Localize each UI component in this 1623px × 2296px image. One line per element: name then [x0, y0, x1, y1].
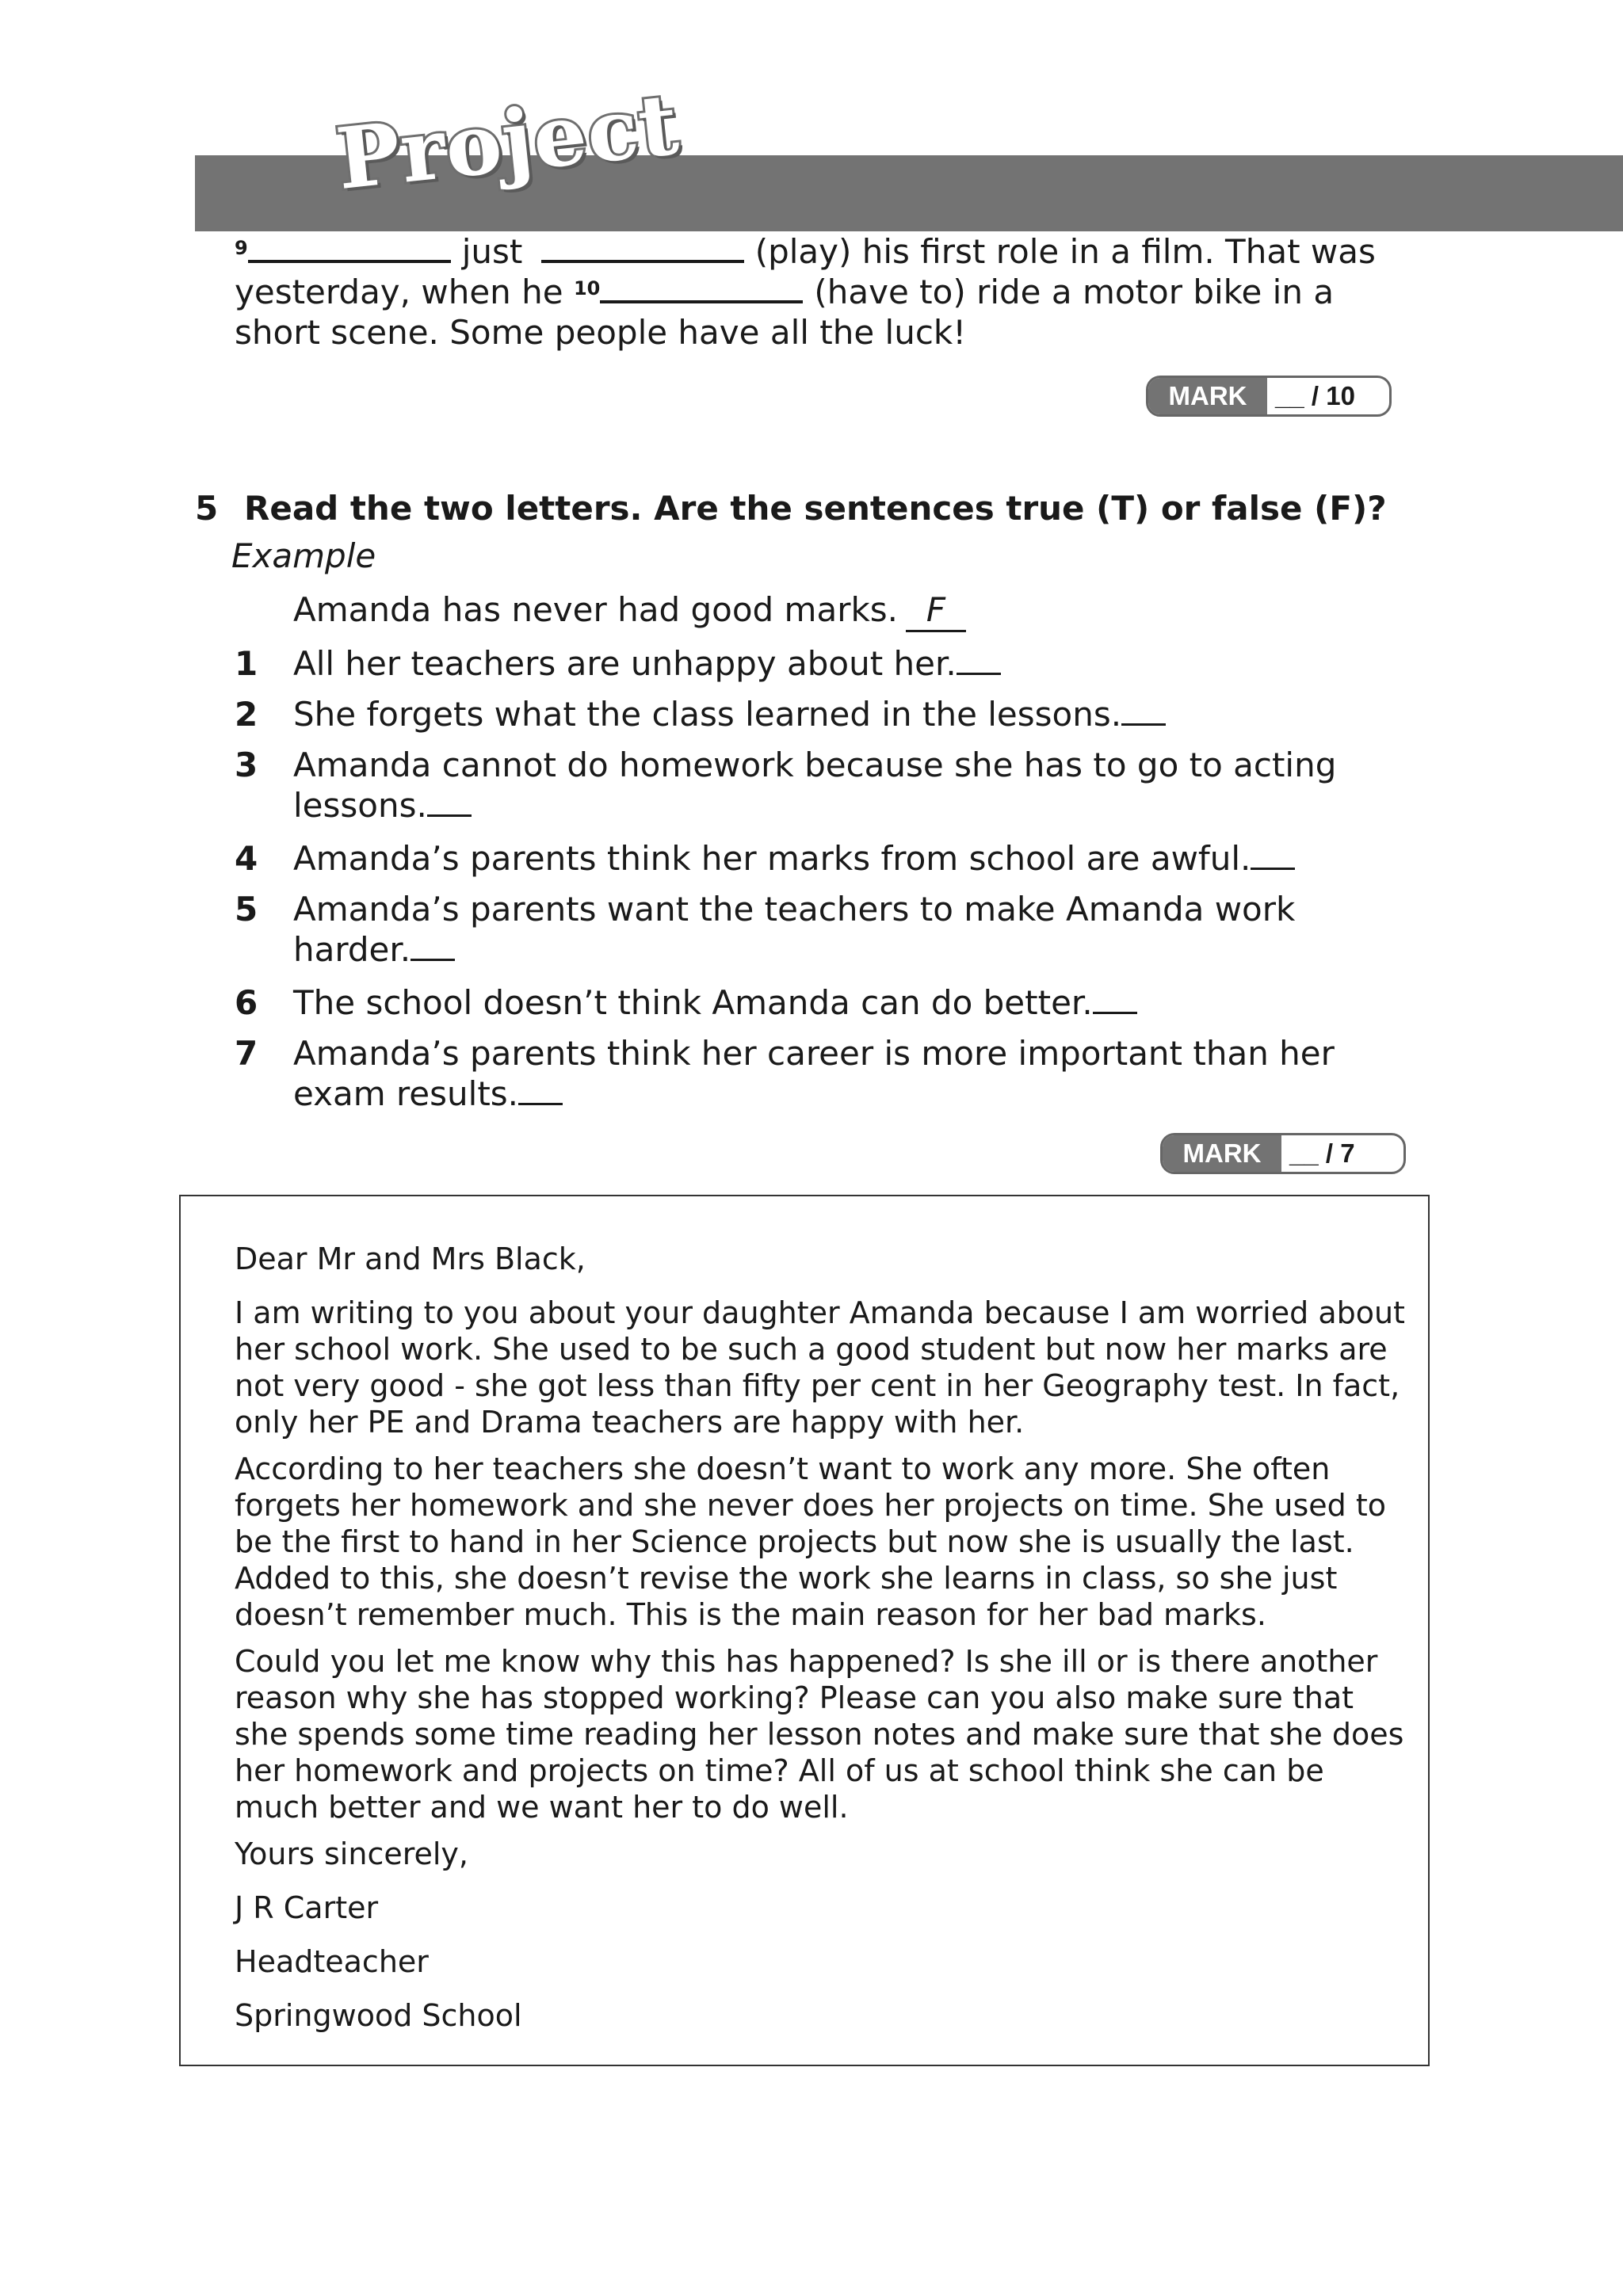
signer-role: Headteacher — [235, 1944, 429, 1979]
question-1: 1 All her teachers are unhappy about her. — [235, 643, 1447, 684]
letter-box — [179, 1195, 1430, 2066]
answer-blank-2[interactable] — [1121, 696, 1166, 726]
letter-paragraph-2: According to her teachers she doesn’t want to work any more. She often forgets her homework and she never does her projects on time. She used to be the first to hand in her Science projects but now she is usually the last. Added to this, she doesn’t revise the work she learns in class, so she just doesn’t remember much. This is the main reason for her bad marks. — [235, 1451, 1386, 1632]
gap-fill-continuation — [235, 231, 1423, 353]
mark-score[interactable]: __ / 10 — [1275, 381, 1355, 410]
mark-box-2 — [1160, 1133, 1406, 1174]
question-number: 7 — [235, 1034, 258, 1073]
question-7: 7 Amanda’s parents think her career is more important than her exam results. — [235, 1034, 1335, 1113]
task-heading — [195, 488, 1387, 529]
answer-blank-7[interactable] — [518, 1076, 563, 1105]
question-3: 3 Amanda cannot do homework because she has to go to acting lessons. — [235, 746, 1337, 825]
signer-name: J R Carter — [235, 1890, 379, 1925]
mark-label: MARK — [1148, 378, 1267, 414]
task-instruction: Read the two letters. Are the sentences true (T) or false (F)? — [244, 489, 1387, 528]
question-number: 1 — [235, 644, 258, 683]
signer-school: Springwood School — [235, 1998, 522, 2033]
gap-number-9: 9 — [235, 237, 248, 259]
answer-blank-4[interactable] — [1251, 841, 1295, 870]
task-number: 5 — [195, 489, 219, 528]
question-number: 5 — [235, 890, 258, 929]
mark-box-1 — [1146, 376, 1392, 417]
example-label: Example — [231, 536, 376, 575]
letter-paragraph-1: I am writing to you about your daughter Amanda because I am worried about her school work. She used to be such a good student but now her marks are not very good - she got less than fifty per cent in her Geography test. In fact, only her PE and Drama teachers are happy with her. — [235, 1295, 1405, 1440]
letter-paragraph-3: Could you let me know why this has happened? Is she ill or is there another reason why she has stopped working? Please can you also make sure that she spends some time reading her lesson notes and make sure that she does her homework and projects on time? All of us at school think she can be much better and we want her to do well. — [235, 1644, 1404, 1825]
blank-9a[interactable] — [248, 231, 451, 263]
question-5: 5 Amanda’s parents want the teachers to make Amanda work harder. — [235, 890, 1296, 969]
gap-number-10: 10 — [573, 277, 601, 299]
answer-blank-5[interactable] — [411, 932, 455, 961]
letter-closing: Yours sincerely, — [235, 1836, 469, 1871]
continuation-line-3: short scene. Some people have all the luck! — [235, 313, 967, 352]
blank-10[interactable] — [600, 272, 803, 303]
answer-blank-6[interactable] — [1093, 985, 1137, 1014]
continuation-line-2: yesterday, when he $^{10}$ (have to) ride a motor bike in a — [235, 273, 1335, 311]
letter-signature — [235, 1836, 1407, 2034]
mark-label: MARK — [1163, 1135, 1281, 1172]
project-logo: Project — [331, 74, 684, 209]
example-answer: F — [906, 589, 966, 632]
question-number: 3 — [235, 746, 258, 784]
letter-greeting: Dear Mr and Mrs Black, — [235, 1241, 586, 1276]
question-4: 4 Amanda’s parents think her marks from school are awful. — [235, 838, 1447, 879]
letter-body — [235, 1241, 1407, 2044]
question-number: 4 — [235, 839, 258, 878]
question-number: 2 — [235, 695, 258, 734]
blank-9b[interactable] — [541, 231, 744, 263]
answer-blank-1[interactable] — [957, 646, 1001, 675]
mark-score[interactable]: __ / 7 — [1289, 1138, 1355, 1168]
question-2: 2 She forgets what the class learned in the lessons. — [235, 694, 1447, 734]
answer-blank-3[interactable] — [427, 788, 472, 817]
continuation-line-1: $^9$ just (play) his first role in a film. That was — [235, 232, 1376, 271]
question-6: 6 The school doesn’t think Amanda can do better. — [235, 982, 1447, 1023]
example-item: Amanda has never had good marks. F — [235, 589, 1447, 632]
question-number: 6 — [235, 983, 258, 1022]
